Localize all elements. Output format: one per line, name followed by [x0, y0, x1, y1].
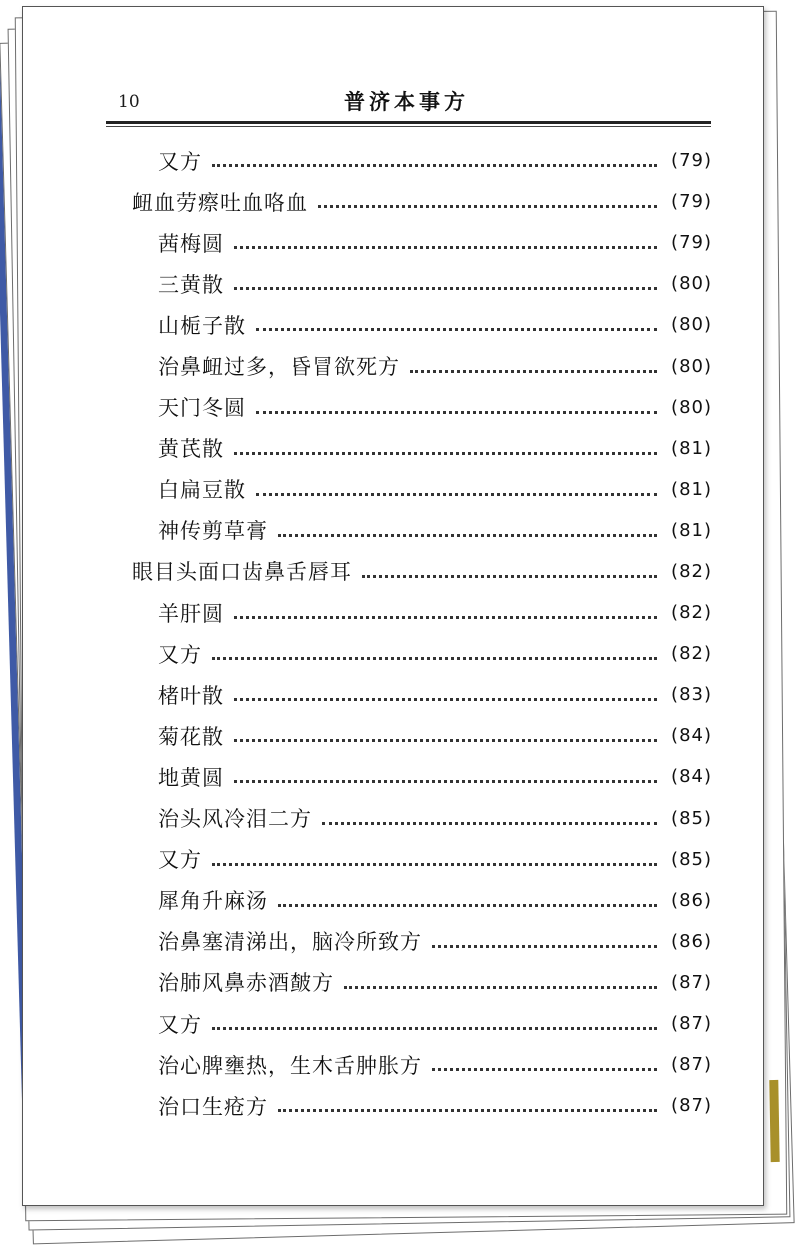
- dot-leader: [234, 450, 657, 455]
- toc-entry[interactable]: [132, 263, 712, 304]
- toc-page-ref: (87): [671, 1054, 712, 1076]
- toc-entry[interactable]: [132, 1085, 712, 1126]
- toc-entry-title: 治肺风鼻赤酒皶方: [158, 971, 334, 996]
- toc-entry[interactable]: [132, 756, 712, 797]
- dot-leader: [256, 409, 657, 414]
- dot-leader: [256, 491, 657, 496]
- dot-leader: [234, 614, 657, 619]
- dot-leader: [318, 203, 657, 208]
- toc-page-ref: (80): [671, 314, 712, 336]
- toc-page-ref: (81): [671, 437, 712, 459]
- toc-page-ref: (82): [671, 560, 712, 582]
- dot-leader: [234, 285, 657, 290]
- toc-entry[interactable]: [132, 921, 712, 962]
- toc-page-ref: (84): [671, 766, 712, 788]
- toc-page-ref: (79): [671, 191, 712, 213]
- toc-page-ref: (86): [671, 889, 712, 911]
- page-header: [104, 86, 704, 116]
- dot-leader: [432, 943, 657, 948]
- toc-entry-title: 治鼻塞清涕出，脑冷所致方: [158, 930, 422, 955]
- toc-entry-title: 楮叶散: [158, 683, 224, 708]
- dot-leader: [344, 984, 657, 989]
- toc-entry[interactable]: [132, 633, 712, 674]
- toc-page-ref: (82): [671, 643, 712, 665]
- toc-entry-title: 又方: [158, 642, 202, 667]
- page-number: 10: [118, 92, 140, 112]
- toc-entry[interactable]: [132, 592, 712, 633]
- toc-entry[interactable]: [132, 345, 712, 386]
- toc-section-heading[interactable]: [132, 551, 712, 592]
- toc-entry-title: 又方: [158, 149, 202, 174]
- toc-entry-title: 菊花散: [158, 724, 224, 749]
- header-rule: [106, 121, 711, 124]
- toc-entry[interactable]: [132, 469, 712, 510]
- toc-page-ref: (81): [671, 478, 712, 500]
- toc-entry-title: 白扁豆散: [158, 478, 246, 503]
- toc-entry-title: 地黄圆: [158, 765, 224, 790]
- dot-leader: [234, 778, 657, 783]
- toc-entry[interactable]: [132, 1003, 712, 1044]
- toc-entry-title: 衄血劳瘵吐血咯血: [132, 190, 308, 215]
- toc-page-ref: (80): [671, 396, 712, 418]
- toc-entry-title: 治鼻衄过多，昏冒欲死方: [158, 355, 400, 380]
- dot-leader: [212, 861, 657, 866]
- dot-leader: [432, 1066, 657, 1071]
- dot-leader: [234, 244, 657, 249]
- toc-entry-title: 又方: [158, 1012, 202, 1037]
- toc-page-ref: (82): [671, 602, 712, 624]
- toc-page-ref: (80): [671, 355, 712, 377]
- toc-entry[interactable]: [132, 839, 712, 880]
- toc-page-ref: (85): [671, 848, 712, 870]
- toc-page-ref: (79): [671, 232, 712, 254]
- dot-leader: [362, 573, 657, 578]
- toc-entry-title: 治头风冷泪二方: [158, 807, 312, 832]
- dot-leader: [234, 696, 657, 701]
- toc-entry[interactable]: [132, 880, 712, 921]
- toc-page-ref: (87): [671, 1013, 712, 1035]
- toc-entry[interactable]: [132, 304, 712, 345]
- toc-entry[interactable]: [132, 798, 712, 839]
- toc-page-ref: (83): [671, 684, 712, 706]
- toc-entry[interactable]: [132, 510, 712, 551]
- toc-entry[interactable]: [132, 222, 712, 263]
- dot-leader: [256, 326, 657, 331]
- toc-entry[interactable]: [132, 428, 712, 469]
- toc-entry[interactable]: [132, 140, 712, 181]
- dot-leader: [278, 1107, 657, 1112]
- dot-leader: [212, 655, 657, 660]
- header-rule-thin: [106, 126, 711, 127]
- toc-page-ref: (87): [671, 1095, 712, 1117]
- toc-page-ref: (87): [671, 971, 712, 993]
- running-title: 普济本事方: [344, 89, 469, 114]
- toc-page-ref: (85): [671, 807, 712, 829]
- back-page-edge: [769, 1080, 779, 1162]
- toc-entry[interactable]: [132, 962, 712, 1003]
- toc-entry-title: 天门冬圆: [158, 396, 246, 421]
- toc-page-ref: (81): [671, 519, 712, 541]
- toc-entry[interactable]: [132, 1044, 712, 1085]
- toc-entry-title: 治口生疮方: [158, 1094, 268, 1119]
- dot-leader: [212, 162, 657, 167]
- toc-entry-title: 又方: [158, 848, 202, 873]
- dot-leader: [278, 902, 657, 907]
- toc-entry-title: 茜梅圆: [158, 231, 224, 256]
- table-of-contents: [132, 140, 712, 1126]
- toc-entry-title: 犀角升麻汤: [158, 889, 268, 914]
- dot-leader: [410, 368, 657, 373]
- toc-page-ref: (79): [671, 150, 712, 172]
- toc-section-heading[interactable]: [132, 181, 712, 222]
- toc-entry-title: 羊肝圆: [158, 601, 224, 626]
- toc-entry[interactable]: [132, 715, 712, 756]
- toc-entry-title: 治心脾壅热，生木舌肿胀方: [158, 1053, 422, 1078]
- toc-entry[interactable]: [132, 387, 712, 428]
- toc-entry-title: 三黄散: [158, 272, 224, 297]
- toc-page-ref: (80): [671, 273, 712, 295]
- toc-page-ref: (84): [671, 725, 712, 747]
- toc-entry-title: 山栀子散: [158, 313, 246, 338]
- dot-leader: [322, 820, 657, 825]
- dot-leader: [278, 532, 657, 537]
- toc-entry-title: 眼目头面口齿鼻舌唇耳: [132, 560, 352, 585]
- toc-page-ref: (86): [671, 930, 712, 952]
- toc-entry[interactable]: [132, 674, 712, 715]
- toc-entry-title: 神传剪草膏: [158, 519, 268, 544]
- dot-leader: [212, 1025, 657, 1030]
- toc-entry-title: 黄芪散: [158, 437, 224, 462]
- dot-leader: [234, 737, 657, 742]
